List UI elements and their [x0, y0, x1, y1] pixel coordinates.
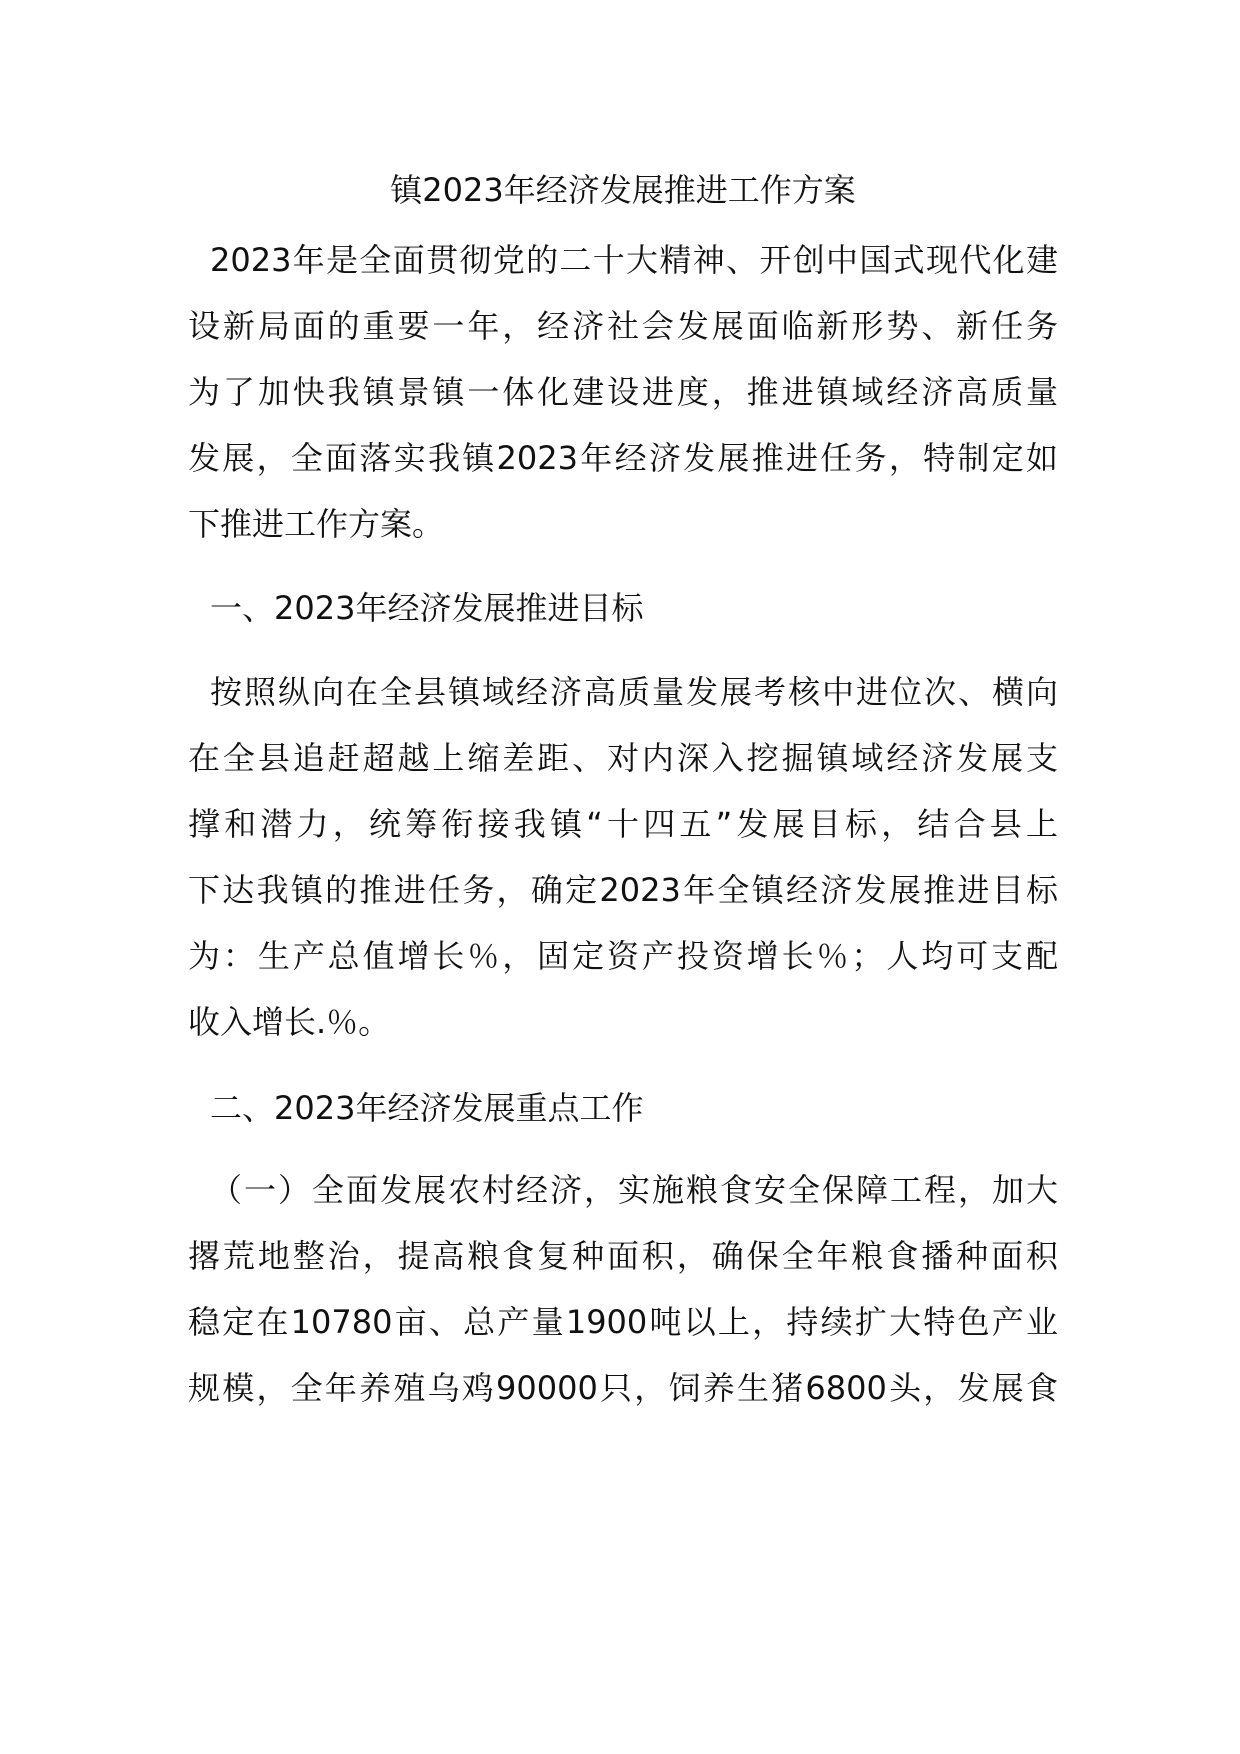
paragraph-targets-line-3: 撑和潜力，统筹衔接我镇“十四五”发展目标，结合县上 [188, 805, 1058, 843]
document-title: 镇2023年经济发展推进工作方案 [390, 171, 856, 209]
paragraph-agriculture-line-2: 撂荒地整治，提高粮食复种面积，确保全年粮食播种面积 [188, 1237, 1058, 1275]
paragraph-intro-line-4: 发展，全面落实我镇2023年经济发展推进任务，特制定如 [188, 439, 1058, 477]
paragraph-agriculture-line-4: 规模，全年养殖乌鸡90000只，饲养生猪6800头，发展食 [188, 1369, 1058, 1407]
paragraph-agriculture-line-1: （一）全面发展农村经济，实施粮食安全保障工程，加大 [210, 1171, 1058, 1209]
section-heading-2: 二、2023年经济发展重点工作 [210, 1089, 644, 1127]
paragraph-agriculture-line-3: 稳定在10780亩、总产量1900吨以上，持续扩大特色产业 [188, 1303, 1058, 1341]
paragraph-targets-line-6: 收入增长.％。 [188, 1003, 391, 1041]
paragraph-targets-line-1: 按照纵向在全县镇域经济高质量发展考核中进位次、横向 [210, 673, 1058, 711]
paragraph-targets-line-4: 下达我镇的推进任务，确定2023年全镇经济发展推进目标 [188, 871, 1058, 909]
paragraph-targets-line-2: 在全县追赶超越上缩差距、对内深入挖掘镇域经济发展支 [188, 739, 1058, 777]
paragraph-intro-line-2: 设新局面的重要一年，经济社会发展面临新形势、新任务 [188, 307, 1058, 345]
section-heading-1: 一、2023年经济发展推进目标 [210, 589, 644, 627]
paragraph-intro-line-1: 2023年是全面贯彻党的二十大精神、开创中国式现代化建 [210, 241, 1058, 279]
paragraph-targets-line-5: 为：生产总值增长％，固定资产投资增长％；人均可支配 [188, 937, 1058, 975]
paragraph-intro-line-3: 为了加快我镇景镇一体化建设进度，推进镇域经济高质量 [188, 373, 1058, 411]
paragraph-intro-line-5: 下推进工作方案。 [188, 505, 445, 543]
